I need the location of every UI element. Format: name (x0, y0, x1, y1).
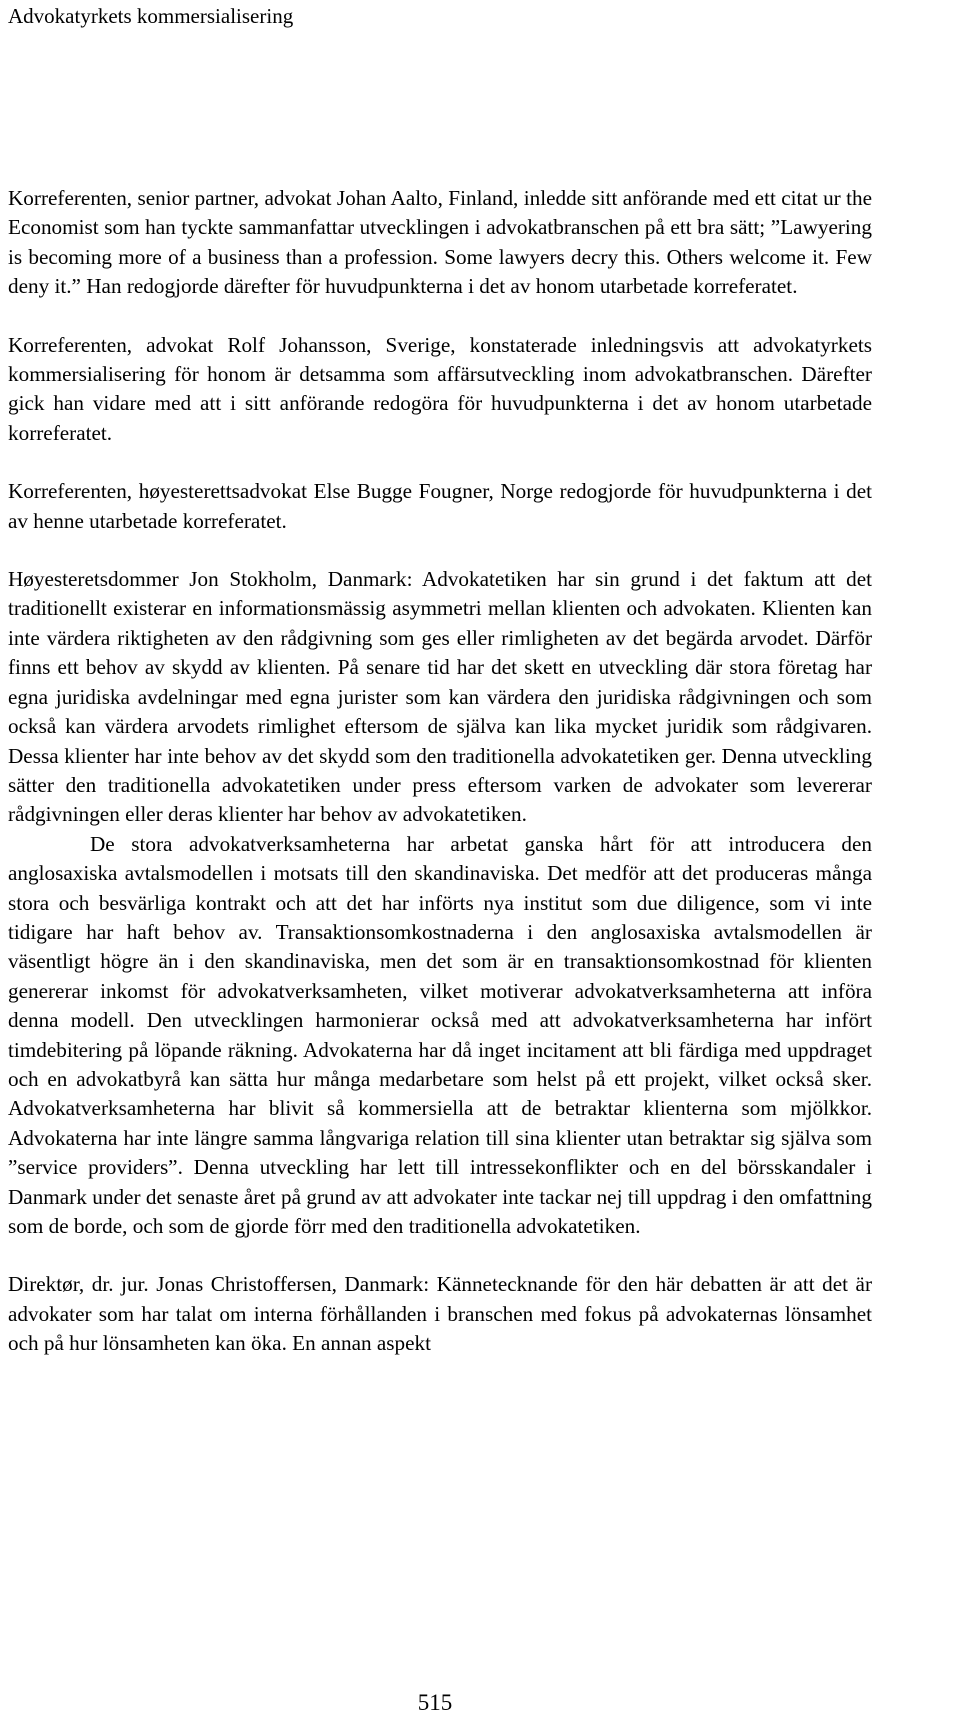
page-number: 515 (417, 1690, 453, 1715)
paragraph-aalto: Korreferenten, senior partner, advokat Johan Aalto, Finland, inledde sitt anförande med ett citat ur the Economist som han tyckte sammanfattar utvecklingen i advokatbranschen på ett bra sätt; ”Lawyering is becoming more of a business than a profession. Some lawyers decry this. Others welcome it. Few deny it.” Han redogjorde därefter för huvudpunkterna i det av honom utarbetade korreferatet. (8, 186, 872, 299)
paragraph-stokholm: Høyesteretsdommer Jon Stokholm, Danmark: Advokatetiken har sin grund i det faktum att det traditionellt existerar en informationsmässig asymmetri mellan klienten och advokaten. Klienten kan inte värdera riktigheten av den rådgivning som ges eller rimligheten av det begärda arvodet. Därför finns ett behov av skydd av klienten. På senare tid har det skett en utveckling där stora företag har egna juridiska avdelningar med egna jurister som kan värdera den juridiska rådgivningen och som också kan värdera arvodets rimlighet eftersom de själva kan lika mycket juridik som rådgivaren. Dessa klienter har inte behov av det skydd som den traditionella advokatetiken ger. Denna utveckling sätter den traditionella advokatetiken under press eftersom varken de advokater som levererar rådgivningen eller deras klienter har behov av advokatetiken. (8, 567, 872, 827)
body-text (8, 184, 872, 1359)
running-header: Advokatyrkets kommersialisering (8, 4, 294, 28)
paragraph-johansson: Korreferenten, advokat Rolf Johansson, Sverige, konstaterade inledningsvis att advokatyrkets kommersialisering för honom är detsamma som affärsutveckling inom advokatbranschen. Därefter gick han vidare med att i sitt anförande redogöra för huvudpunkterna i det av honom utarbetade korreferatet. (8, 332, 872, 445)
paragraph-stokholm-continued: De stora advokatverksamheterna har arbetat ganska hårt för att introducera den anglosaxiska avtalsmodellen i motsats till den skandinaviska. Det medför att det produceras många stora och besvärliga kontrakt och att det har införts nya institut som due diligence, som vi inte tidigare har haft behov av. Transaktionsomkostnaderna i den anglosaxiska avtalsmodellen är väsentligt högre än i den skandinaviska, men det som är en transaktionsomkostnad för klienten genererar inkomst för advokatverksamheten, vilket motiverar advokatverksamheterna att införa denna modell. Den utvecklingen harmonierar också med att advokatverksamheterna har infört timdebitering på löpande räkning. Advokaterna har då inget incitament att bli färdiga med uppdraget och en advokatbyrå kan sätta hur många medarbetare som helst på ett projekt, vilket också sker. Advokatverksamheterna har blivit så kommersiella att de betraktar klienterna som mjölkkor. Advokaterna har inte längre samma långvariga relation till sina klienter utan betraktar sig själva som ”service providers”. Denna utveckling har lett till intressekonflikter och en del börsskandaler i Danmark under det senaste året på grund av att advokater inte tackar nej till uppdrag i den omfattning som de borde, och som de gjorde förr med den traditionella advokatetiken. (8, 831, 872, 1238)
paragraph-fougner: Korreferenten, høyesterettsadvokat Else Bugge Fougner, Norge redogjorde för huvudpunkterna i det av henne utarbetade korreferatet. (8, 479, 872, 533)
paragraph-christoffersen: Direktør, dr. jur. Jonas Christoffersen, Danmark: Kännetecknande för den här debatten är att det är advokater som har talat om interna förhållanden i branschen med fokus på advokaternas lönsamhet och på hur lönsamheten kan öka. En annan aspekt (8, 1272, 872, 1356)
